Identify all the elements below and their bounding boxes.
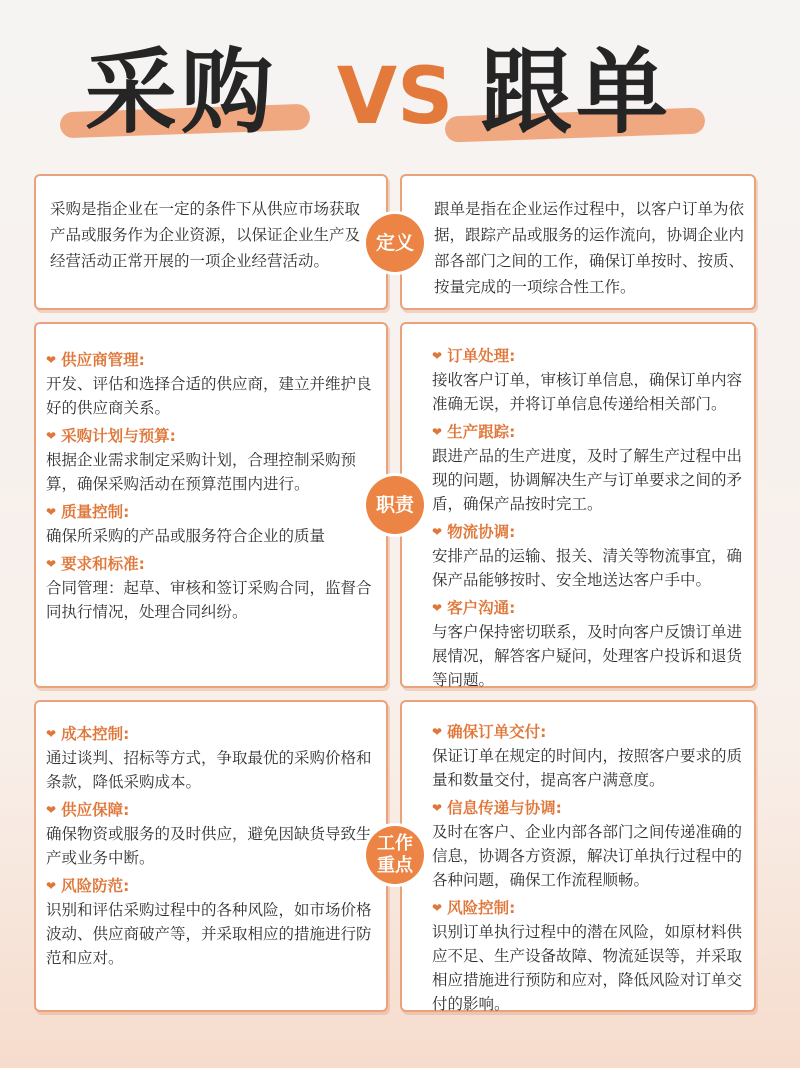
heart-icon: ❤ [432, 525, 443, 539]
heart-icon: ❤ [46, 429, 57, 443]
heart-icon: ❤ [46, 557, 57, 571]
duties-list-right [432, 344, 750, 696]
item-heading-text: 客户沟通: [447, 599, 516, 617]
heart-icon: ❤ [432, 901, 443, 915]
item-heading-text: 成本控制: [61, 725, 130, 743]
focus-badge-line2: 重点 [377, 855, 413, 876]
focus-list-left [46, 722, 372, 974]
definition-text-left: 采购是指企业在一定的条件下从供应市场获取产品或服务作为企业资源，以保证企业生产及经营活动正常开展的一项企业经营活动。 [50, 200, 361, 270]
item-heading-text: 物流协调: [447, 523, 516, 541]
item-body: 确保所采购的产品或服务符合企业的质量 [46, 527, 326, 545]
title-area [0, 0, 800, 170]
item-body: 合同管理：起草、审核和签订采购合同，监督合同执行情况，处理合同纠纷。 [46, 579, 372, 621]
focus-card-left [34, 700, 388, 1012]
duties-badge: 职责 [366, 476, 424, 534]
item-heading-text: 确保订单交付: [447, 723, 547, 741]
heart-icon: ❤ [432, 425, 443, 439]
item-heading [46, 798, 372, 822]
focus-card-right [400, 700, 756, 1012]
item-body: 安排产品的运输、报关、清关等物流事宜，确保产品能够按时、安全地送达客户手中。 [432, 547, 743, 589]
item-heading-text: 信息传递与协调: [447, 799, 562, 817]
item-body: 接收客户订单，审核订单信息，确保订单内容准确无误，并将订单信息传递给相关部门。 [432, 371, 743, 413]
item-body: 与客户保持密切联系，及时向客户反馈订单进展情况，解答客户疑问，处理客户投诉和退货等问题。 [432, 623, 743, 689]
heart-icon: ❤ [432, 349, 443, 363]
heart-icon: ❤ [46, 505, 57, 519]
item-heading-text: 生产跟踪: [447, 423, 516, 441]
item-body: 保证订单在规定的时间内，按照客户要求的质量和数量交付，提高客户满意度。 [432, 747, 743, 789]
item-heading [46, 722, 372, 746]
item-heading [432, 596, 750, 620]
title-merchandising: 跟单 [480, 39, 673, 146]
focus-list-right [432, 720, 750, 1020]
definition-card-left [34, 174, 388, 310]
definition-card-right [400, 174, 756, 310]
definition-text-right: 跟单是指在企业运作过程中，以客户订单为依据，跟踪产品或服务的运作流向，协调企业内部各部门之间的工作，确保订单按时、按质、按量完成的一项综合性工作。 [434, 200, 745, 296]
item-heading [432, 796, 750, 820]
heart-icon: ❤ [432, 801, 443, 815]
duties-list-left [46, 348, 372, 628]
item-body: 根据企业需求制定采购计划，合理控制采购预算，确保采购活动在预算范围内进行。 [46, 451, 357, 493]
duties-card-right [400, 322, 756, 688]
item-body: 识别和评估采购过程中的各种风险，如市场价格波动、供应商破产等，并采取相应的措施进行防范和应对。 [46, 901, 372, 967]
heart-icon: ❤ [46, 727, 57, 741]
item-heading-text: 订单处理: [447, 347, 516, 365]
item-heading [46, 874, 372, 898]
item-heading-text: 供应保障: [61, 801, 130, 819]
title-procurement: 采购 [85, 39, 278, 146]
item-heading [432, 344, 750, 368]
item-heading-text: 供应商管理: [61, 351, 145, 369]
item-body: 识别订单执行过程中的潜在风险，如原材料供应不足、生产设备故障、物流延误等，并采取相应措施进行预防和应对，降低风险对订单交付的影响。 [432, 923, 743, 1013]
item-heading-text: 风险控制: [447, 899, 516, 917]
item-heading [46, 552, 372, 576]
item-heading-text: 要求和标准: [61, 555, 145, 573]
item-body: 开发、评估和选择合适的供应商，建立并维护良好的供应商关系。 [46, 375, 372, 417]
item-heading [46, 348, 372, 372]
item-heading [432, 520, 750, 544]
item-body: 跟进产品的生产进度，及时了解生产过程中出现的问题，协调解决生产与订单要求之间的矛盾，确保产品按时完工。 [432, 447, 743, 513]
item-heading [432, 720, 750, 744]
heart-icon: ❤ [46, 353, 57, 367]
item-heading [432, 896, 750, 920]
duties-card-left [34, 322, 388, 688]
item-heading [46, 500, 372, 524]
focus-badge [366, 826, 424, 884]
heart-icon: ❤ [432, 725, 443, 739]
item-heading [432, 420, 750, 444]
item-heading-text: 风险防范: [61, 877, 130, 895]
item-heading [46, 424, 372, 448]
heart-icon: ❤ [432, 601, 443, 615]
title-vs: VS [336, 52, 454, 142]
item-body: 通过谈判、招标等方式，争取最优的采购价格和条款，降低采购成本。 [46, 749, 372, 791]
item-heading-text: 质量控制: [61, 503, 130, 521]
heart-icon: ❤ [46, 803, 57, 817]
definition-badge: 定义 [366, 214, 424, 272]
focus-badge-line1: 工作 [377, 833, 413, 854]
heart-icon: ❤ [46, 879, 57, 893]
item-body: 及时在客户、企业内部各部门之间传递准确的信息，协调各方资源，解决订单执行过程中的各种问题，确保工作流程顺畅。 [432, 823, 743, 889]
item-heading-text: 采购计划与预算: [61, 427, 176, 445]
item-body: 确保物资或服务的及时供应，避免因缺货导致生产或业务中断。 [46, 825, 372, 867]
